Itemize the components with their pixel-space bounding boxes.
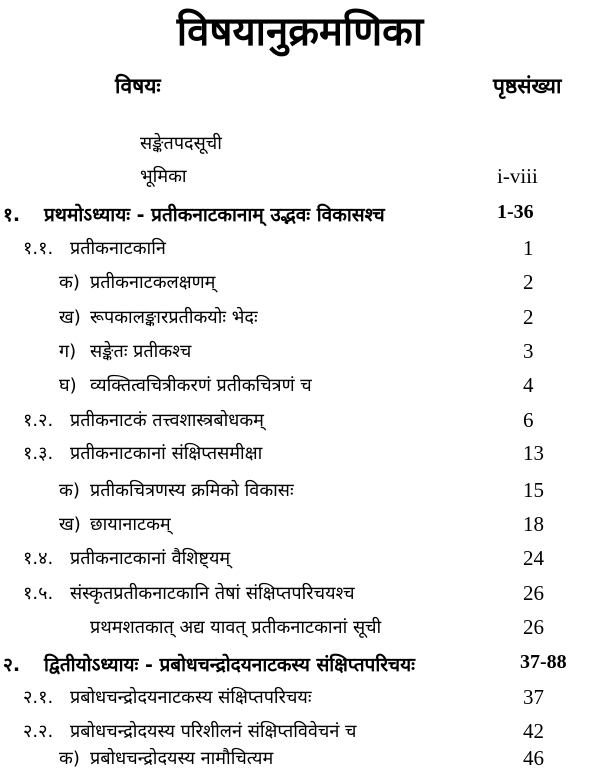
toc-entry-text: प्रतीकनाटकानि bbox=[70, 238, 166, 259]
toc-entry-number: ग) bbox=[59, 341, 77, 362]
toc-entry-text: प्रबोधचन्द्रोदयनाटकस्य संक्षिप्तपरिचयः bbox=[70, 687, 312, 708]
toc-entry-page: 2 bbox=[523, 305, 534, 329]
toc-entry-page: i-viii bbox=[497, 164, 538, 188]
page-column-header: पृष्ठसंख्या bbox=[493, 74, 562, 98]
toc-chapter-entry bbox=[0, 201, 600, 231]
toc-entry-page: 4 bbox=[523, 373, 534, 397]
toc-entry-text: प्रबोधचन्द्रोदयस्य नामौचित्यम bbox=[90, 748, 274, 769]
toc-entry-page: 13 bbox=[523, 441, 544, 465]
toc-entry-text: प्रथमशतकात् अद्य यावत् प्रतीकनाटकानां सूची bbox=[90, 617, 382, 638]
toc-entry-text: व्यक्तित्वचित्रीकरणं प्रतीकचित्रणं च bbox=[90, 375, 312, 396]
toc-entry bbox=[0, 615, 600, 645]
toc-entry-text: संस्कृतप्रतीकनाटकानि तेषां संक्षिप्तपरिचयश्च bbox=[70, 583, 355, 604]
toc-entry-number: घ) bbox=[59, 375, 77, 396]
page-title: विषयानुक्रमणिका bbox=[176, 9, 424, 55]
toc-entry-text: प्रबोधचन्द्रोदयस्य परिशीलनं संक्षिप्तविवेचनं च bbox=[70, 721, 357, 742]
toc-entry-text: प्रतीकनाटकानां वैशिष्ट्यम् bbox=[70, 548, 231, 569]
toc-entry-number: ख) bbox=[59, 307, 81, 328]
toc-entry bbox=[0, 512, 600, 542]
toc-entry-text: प्रतीकनाटकलक्षणम् bbox=[90, 272, 216, 293]
toc-entry-number: १.१. bbox=[23, 238, 54, 259]
toc-entry-page: 2 bbox=[523, 270, 534, 294]
toc-entry-number: २. bbox=[3, 654, 21, 676]
toc-entry-text: रूपकालङ्कारप्रतीकयोः भेदः bbox=[90, 307, 258, 328]
toc-entry bbox=[0, 581, 600, 611]
toc-entry-text: प्रतीकनाटकं तत्त्वशास्त्रबोधकम् bbox=[70, 410, 264, 431]
toc-entry bbox=[0, 441, 600, 471]
toc-entry-text: भूमिका bbox=[140, 166, 187, 187]
toc-entry-page: 18 bbox=[523, 512, 544, 536]
toc-entry-page: 26 bbox=[523, 615, 544, 639]
toc-entry-text: प्रतीकनाटकानां संक्षिप्तसमीक्षा bbox=[70, 443, 263, 464]
toc-entry-number: २.१. bbox=[23, 687, 54, 708]
toc-entry bbox=[0, 746, 600, 776]
toc-entry-number: १. bbox=[3, 204, 21, 226]
toc-entry-page: 37-88 bbox=[520, 651, 567, 673]
toc-entry bbox=[0, 131, 600, 161]
toc-entry-page: 24 bbox=[523, 546, 544, 570]
toc-entry-page: 37 bbox=[523, 685, 544, 709]
toc-entry-number: १.४. bbox=[23, 548, 54, 569]
toc-entry-page: 1 bbox=[523, 236, 534, 260]
toc-entry bbox=[0, 546, 600, 576]
subject-column-header: विषयः bbox=[115, 74, 161, 98]
toc-entry-number: १.३. bbox=[23, 443, 54, 464]
toc-entry-text: प्रतीकचित्रणस्य क्रमिको विकासः bbox=[90, 480, 294, 501]
toc-entry-page: 26 bbox=[523, 581, 544, 605]
toc-entry-page: 42 bbox=[523, 719, 544, 743]
toc-entry-page: 1-36 bbox=[497, 201, 534, 223]
toc-entry bbox=[0, 164, 600, 194]
toc-entry-page: 46 bbox=[523, 746, 544, 770]
toc-entry-page: 6 bbox=[523, 408, 534, 432]
toc-entry-text: सङ्केतपदसूची bbox=[140, 133, 222, 154]
toc-entry bbox=[0, 236, 600, 266]
toc-entry-number: क) bbox=[59, 272, 80, 293]
toc-entry-number: १.५. bbox=[23, 583, 54, 604]
toc-entry bbox=[0, 305, 600, 335]
toc-entry bbox=[0, 270, 600, 300]
toc-entry bbox=[0, 478, 600, 508]
toc-entry bbox=[0, 339, 600, 369]
toc-entry-page: 3 bbox=[523, 339, 534, 363]
toc-entry-number: क) bbox=[59, 480, 80, 501]
toc-entry-text: सङ्केतः प्रतीकश्च bbox=[90, 341, 192, 362]
toc-entry bbox=[0, 408, 600, 438]
toc-entry-number: २.२. bbox=[23, 721, 54, 742]
toc-entry bbox=[0, 685, 600, 715]
toc-entry-text: द्वितीयोऽध्यायः - प्रबोधचन्द्रोदयनाटकस्य संक्षिप्तपरिचयः bbox=[44, 654, 415, 676]
toc-entry-text: प्रथमोऽध्यायः - प्रतीकनाटकानाम् उद्भवः विकासश्च bbox=[44, 204, 385, 226]
toc-entry bbox=[0, 373, 600, 403]
toc-entry-text: छायानाटकम् bbox=[90, 514, 171, 535]
toc-entry-number: ख) bbox=[59, 514, 81, 535]
toc-entry bbox=[0, 719, 600, 749]
toc-chapter-entry bbox=[0, 651, 600, 681]
toc-entry-page: 15 bbox=[523, 478, 544, 502]
toc-entry-number: क) bbox=[59, 748, 80, 769]
toc-entry-number: १.२. bbox=[23, 410, 54, 431]
